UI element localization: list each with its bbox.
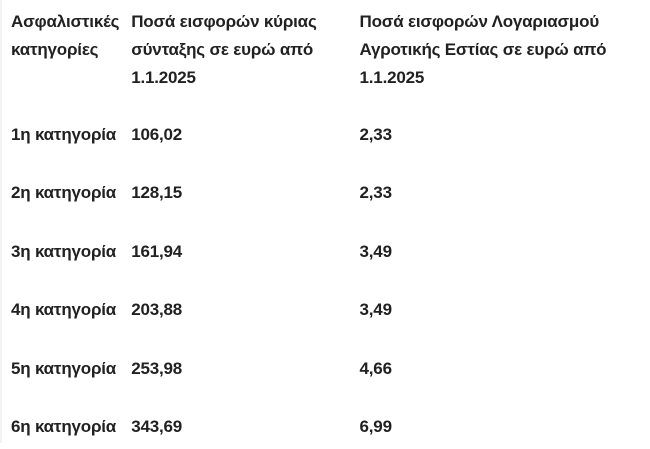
column-header-main-pension-label: Ποσά εισφορών κύριας σύνταξης σε ευρώ από 1.1.2025 xyxy=(131,12,317,87)
category-cell: 6η κατηγορία xyxy=(11,417,117,436)
column-header-categories-label: Ασφαλιστικές κατηγορίες xyxy=(11,12,120,59)
category-cell: 1η κατηγορία xyxy=(11,124,117,144)
category-cell: 5η κατηγορία xyxy=(11,358,117,378)
table-row xyxy=(1,326,650,385)
agricultural-estia-cell: 3,49 xyxy=(359,300,392,319)
category-cell: 4η κατηγορία xyxy=(11,300,117,319)
main-pension-cell: 128,15 xyxy=(131,183,182,202)
agricultural-estia-cell: 2,33 xyxy=(359,183,392,202)
main-pension-cell: 106,02 xyxy=(131,124,182,144)
column-header-agricultural-estia xyxy=(360,0,650,92)
table-header-row xyxy=(1,0,650,92)
agricultural-estia-cell: 4,66 xyxy=(359,358,392,378)
table-row xyxy=(1,151,650,210)
category-cell: 2η κατηγορία xyxy=(11,183,117,202)
table-head xyxy=(1,0,650,92)
column-header-categories xyxy=(1,0,131,92)
agricultural-estia-cell: 3,49 xyxy=(359,241,392,261)
category-cell: 3η κατηγορία xyxy=(11,241,117,261)
agricultural-estia-cell: 6,99 xyxy=(359,417,392,436)
main-pension-cell: 253,98 xyxy=(131,358,182,378)
table-row xyxy=(1,268,650,327)
table-row xyxy=(1,385,650,444)
column-header-main-pension xyxy=(131,0,359,92)
table-row xyxy=(1,92,650,151)
main-pension-cell: 203,88 xyxy=(131,300,182,319)
column-header-agricultural-estia-label: Ποσά εισφορών Λογαριασμού Αγροτικής Εστίας σε ευρώ από 1.1.2025 xyxy=(359,12,607,87)
main-pension-cell: 161,94 xyxy=(131,241,182,261)
main-pension-cell: 343,69 xyxy=(131,417,182,436)
table-row xyxy=(1,209,650,268)
table-body xyxy=(1,92,650,443)
agricultural-estia-cell: 2,33 xyxy=(359,124,392,144)
